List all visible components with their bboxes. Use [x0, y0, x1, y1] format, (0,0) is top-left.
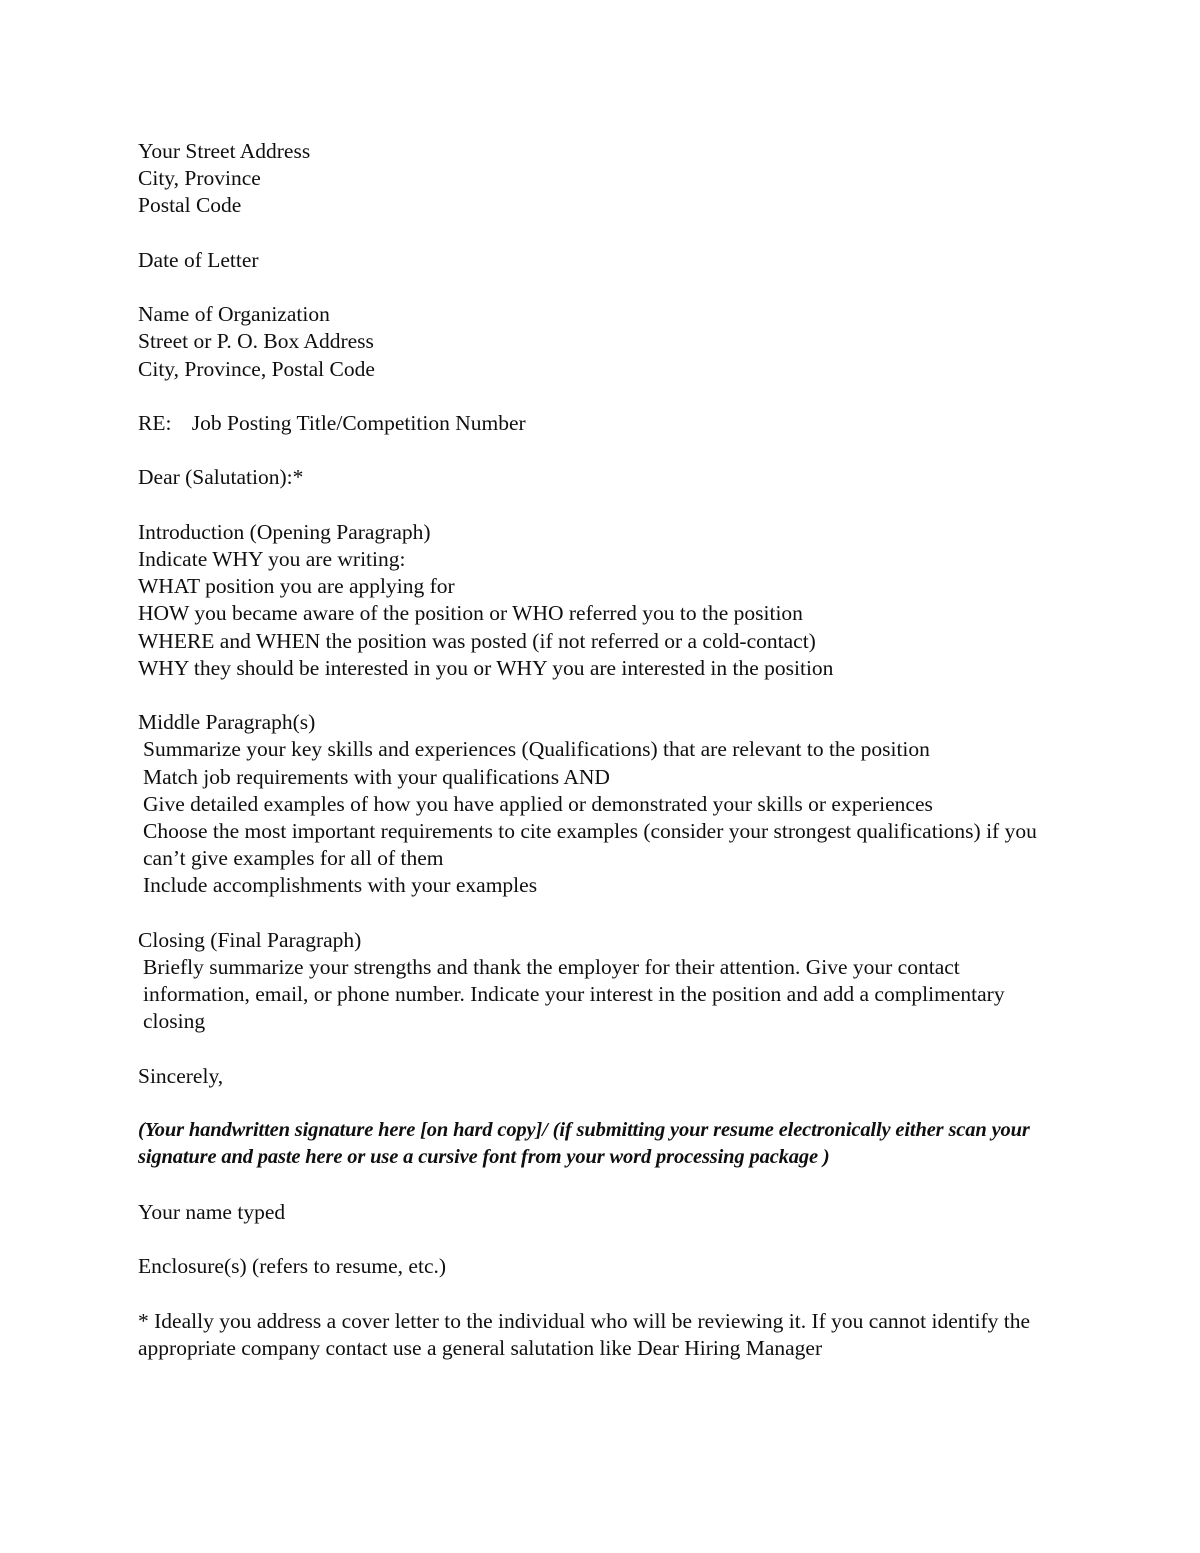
- salutation-block: [138, 464, 1043, 491]
- typed-name-block: [138, 1199, 1043, 1226]
- middle-line-2: Match job requirements with your qualifications AND: [143, 764, 610, 789]
- sender-address-block: [138, 138, 1043, 220]
- typed-name-line: Your name typed: [138, 1199, 286, 1224]
- signature-note-block: [138, 1117, 1043, 1171]
- sign-off-line: Sincerely,: [138, 1063, 224, 1088]
- introduction-block: [138, 519, 1043, 682]
- signature-note: (Your handwritten signature here [on hard copy]/ (if submitting your resume electronically either scan your signature and paste here or use a cursive font from your word processing package ): [138, 1119, 1030, 1169]
- introduction-line-2: WHAT position you are applying for: [138, 574, 455, 599]
- recipient-address-line-2: Street or P. O. Box Address: [138, 329, 374, 354]
- footnote-block: [138, 1308, 1043, 1362]
- enclosure-line: Enclosure(s) (refers to resume, etc.): [138, 1254, 447, 1279]
- sender-address-line-1: Your Street Address: [138, 139, 311, 163]
- introduction-heading: Introduction (Opening Paragraph): [138, 519, 431, 544]
- middle-line-1: Summarize your key skills and experiences (Qualifications) that are relevant to the position: [143, 737, 930, 762]
- letter-body: [138, 138, 1043, 1362]
- date-block: [138, 247, 1043, 274]
- introduction-line-3: HOW you became aware of the position or WHO referred you to the position: [138, 601, 803, 626]
- subject-line: RE: Job Posting Title/Competition Number: [138, 410, 526, 435]
- recipient-address-line-1: Name of Organization: [138, 302, 330, 327]
- middle-paragraph-block: [138, 709, 1043, 899]
- introduction-line-4: WHERE and WHEN the position was posted (if not referred or a cold-contact): [138, 628, 816, 653]
- sender-address-line-3: Postal Code: [138, 193, 242, 218]
- salutation-line: Dear (Salutation):*: [138, 465, 304, 490]
- recipient-address-line-3: City, Province, Postal Code: [138, 356, 375, 381]
- middle-heading: Middle Paragraph(s): [138, 710, 316, 735]
- subject-block: [138, 410, 1043, 437]
- introduction-line-5: WHY they should be interested in you or WHY you are interested in the position: [138, 655, 834, 680]
- sender-address-line-2: City, Province: [138, 166, 261, 191]
- closing-heading: Closing (Final Paragraph): [138, 927, 362, 952]
- footnote-text: * Ideally you address a cover letter to the individual who will be reviewing it. If you cannot identify the appropriate company contact use a general salutation like Dear Hiring Manager: [138, 1308, 1030, 1360]
- closing-paragraph-block: [138, 927, 1043, 1036]
- recipient-address-block: [138, 301, 1043, 383]
- introduction-line-1: Indicate WHY you are writing:: [138, 546, 406, 571]
- sign-off-block: [138, 1063, 1043, 1090]
- middle-line-5: Include accomplishments with your examples: [143, 873, 538, 898]
- enclosure-block: [138, 1253, 1043, 1280]
- middle-line-3: Give detailed examples of how you have applied or demonstrated your skills or experiences: [143, 791, 933, 816]
- middle-line-4: Choose the most important requirements to cite examples (consider your strongest qualifications) if you can’t give examples for all of them: [143, 818, 1037, 871]
- date-line: Date of Letter: [138, 247, 259, 272]
- closing-body: Briefly summarize your strengths and thank the employer for their attention. Give your contact information, email, or phone number. Indicate your interest in the position and add a complimentary closing: [143, 954, 1005, 1034]
